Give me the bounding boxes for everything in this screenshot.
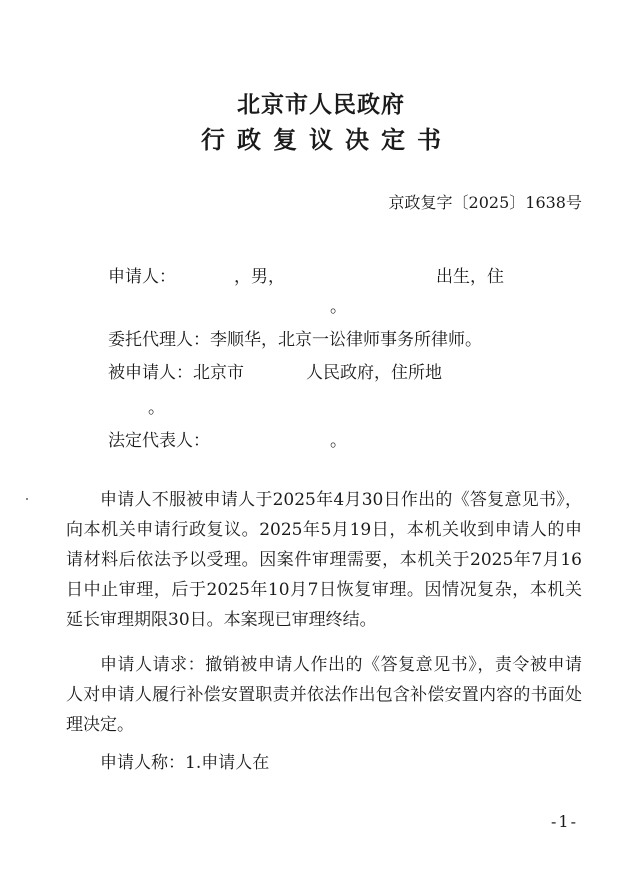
body-paragraph-facts: 申请人不服被申请人于2025年4月30日作出的《答复意见书》，向本机关申请行政复议。2025年5月19日，本机关收到申请人的申请材料后依法予以受理。因案件审理需要，本机关于2025年7月16日中止审理，后于2025年10月7日恢复审理。因情况复杂，本机关延长审理期限30日。本案现已审理终结。 [66,490,582,630]
scan-dot [26,498,28,500]
legal-rep-label: 法定代表人： [108,431,210,451]
applicant-address-end: 。 [330,297,347,317]
page-number: -1- [551,812,578,831]
legal-rep-end: 。 [330,431,347,451]
applicant-label: 申请人： [108,267,176,287]
issuing-organization: 北京市人民政府 [237,91,405,118]
applicant-gender: ，男， [234,267,285,287]
document-type-title: 行政复议决定书 [201,125,453,154]
respondent-prefix: 被申请人：北京市 [108,363,244,383]
body-paragraph-claim: 申请人称：1.申请人在 [100,753,270,773]
applicant-birth: 出生，住 [436,267,504,287]
respondent-suffix: 人民政府，住所地 [306,363,442,383]
body-paragraph-request: 申请人请求：撤销被申请人作出的《答复意见书》，责令被申请人对申请人履行补偿安置职责并依法作出包含补偿安置内容的书面处理决定。 [66,655,582,735]
document-number: 京政复字〔2025〕1638号 [388,193,582,212]
agent-line: 委托代理人：李顺华，北京一讼律师事务所律师。 [108,330,482,350]
respondent-address-end: 。 [148,398,165,418]
